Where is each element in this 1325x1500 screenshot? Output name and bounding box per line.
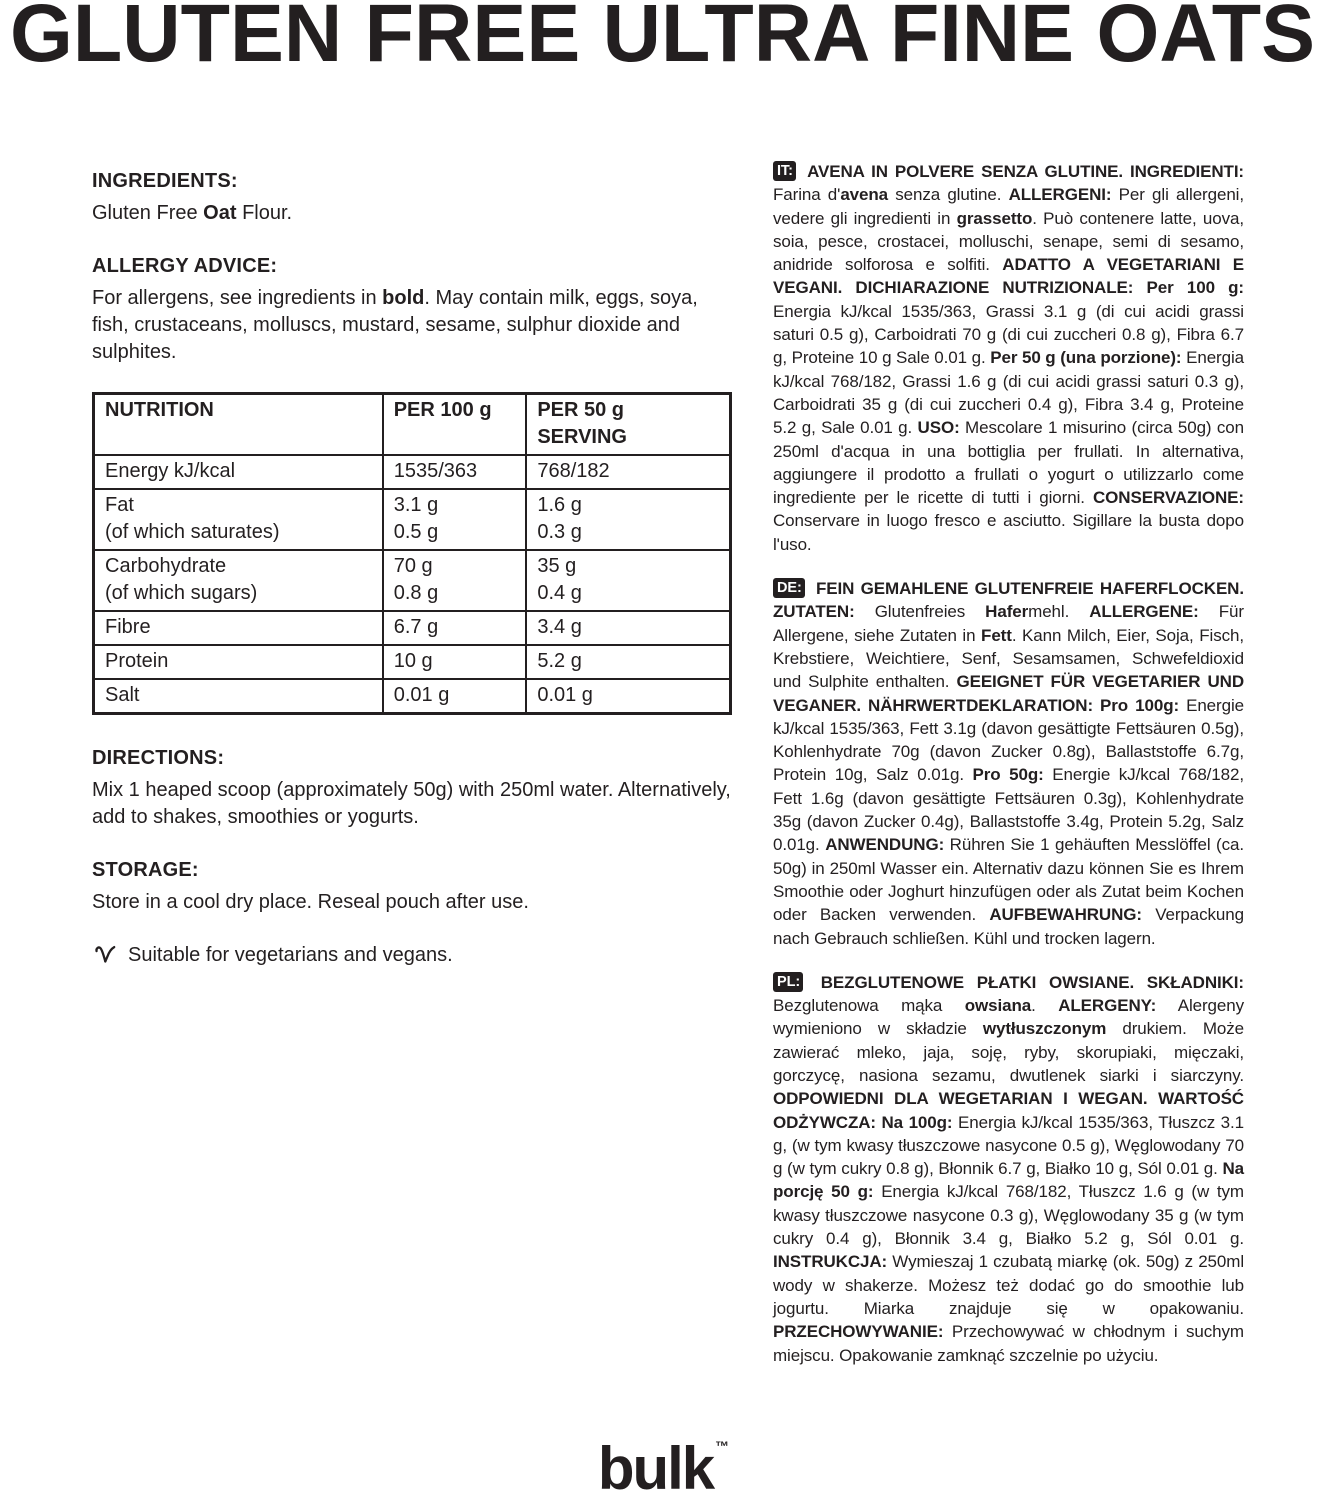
col-header-nutrition: NUTRITION: [94, 394, 383, 456]
italian-text: AVENA IN POLVERE SENZA GLUTINE. INGREDIENTI: Farina d'avena senza glutine. ALLERGENI: Per gli allergeni, vedere gli ingredienti in grassetto. Può contenere latte, uova, soia, pesce, crostacei, molluschi, senape, semi di sesamo, anidride solforosa e solfiti. ADATTO A VEGETARIANI E VEGANI. DICHIARAZIONE NUTRIZIONALE: Per 100 g: Energia kJ/kcal 1535/363, Grassi 3.1 g (di cui acidi grassi saturi 0.5 g), Carboidrati 70 g (di cui zuccheri 0.8 g), Fibra 6.7 g, Proteine 10 g Sale 0.01 g. Per 50 g (una porzione): Energia kJ/kcal 768/182, Grassi 1.6 g (di cui acidi grassi saturi 0.3 g), Carboidrati 35 g (di cui zuccheri 0.4 g), Fibra 3.4 g, Proteine 5.2 g, Sale 0.01 g. USO: Mescolare 1 misurino (circa 50g) con 250ml d'acqua in una bottiglia per frullati. In alternativa, aggiungere il prodotto a frullati o yogurt o utilizzarlo come ingrediente per le ricette di tutti i giorni. CONSERVAZIONE: Conservare in luogo fresco e asciutto. Sigillare la busta dopo l'uso.: [773, 162, 1245, 554]
value-per-100g: 0.01 g: [383, 679, 527, 714]
value-per-50g: 3.4 g: [526, 611, 730, 645]
lang-badge-de: DE:: [773, 578, 805, 598]
value-per-100g: 6.7 g: [383, 611, 527, 645]
nutrition-header-row: [94, 394, 731, 456]
nutrition-row-fibre: [94, 611, 731, 645]
brand-logo: [0, 1434, 1325, 1500]
value-per-50g: 1.6 g 0.3 g: [526, 489, 730, 550]
trademark-symbol: ™: [715, 1438, 730, 1454]
col-header-per-100g: PER 100 g: [383, 394, 527, 456]
vegetarian-v-icon: [92, 943, 118, 969]
nutrition-row-fat: [94, 489, 731, 550]
value-per-100g: 10 g: [383, 645, 527, 679]
lang-badge-pl: PL:: [773, 972, 803, 992]
title-graphic: [10, 0, 1315, 68]
nutrition-row-salt: [94, 679, 731, 714]
nutrient-label: Salt: [94, 679, 383, 714]
storage-heading: STORAGE:: [92, 859, 199, 881]
directions-heading: DIRECTIONS:: [92, 747, 225, 769]
nutrient-label: Protein: [94, 645, 383, 679]
vegetarian-note-text: Suitable for vegetarians and vegans.: [128, 944, 453, 966]
value-per-50g: 5.2 g: [526, 645, 730, 679]
german-section: [773, 577, 1244, 950]
brand-name: bulk: [597, 1435, 714, 1500]
value-per-100g: 70 g 0.8 g: [383, 550, 527, 611]
value-per-100g: 3.1 g 0.5 g: [383, 489, 527, 550]
value-per-50g: 35 g 0.4 g: [526, 550, 730, 611]
lang-badge-it: IT:: [773, 161, 796, 181]
value-per-50g: 0.01 g: [526, 679, 730, 714]
nutrient-label: Energy kJ/kcal: [94, 455, 383, 489]
ingredients-text: Gluten Free Oat Flour.: [92, 202, 293, 224]
directions-text: Mix 1 heaped scoop (approximately 50g) with 250ml water. Alternatively, add to shakes, smoothies or yogurts.: [92, 779, 731, 828]
col-header-per-50g: PER 50 g SERVING: [526, 394, 730, 456]
allergy-advice-heading: ALLERGY ADVICE:: [92, 255, 278, 277]
nutrition-row-protein: [94, 645, 731, 679]
polish-text: BEZGLUTENOWE PŁATKI OWSIANE. SKŁADNIKI: Bezglutenowa mąka owsiana. ALERGENY: Alergeny wymieniono w składzie wytłuszczonym drukiem. Może zawierać mleko, jaja, soję, ryby, skorupiaki, mięczaki, gorczycę, nasiona sezamu, dwutlenek siarki i siarczyny. ODPOWIEDNI DLA WEGETARIAN I WEGAN. WARTOŚĆ ODŻYWCZA: Na 100g: Energia kJ/kcal 1535/363, Tłuszcz 3.1 g, (w tym kwasy tłuszczowe nasycone 0.5 g), Węglowodany 70 g (w tym cukry 0.8 g), Błonnik 6.7 g, Białko 10 g, Sól 0.01 g. Na porcję 50 g: Energia kJ/kcal 768/182, Tłuszcz 1.6 g (w tym kwasy tłuszczowe nasycone 0.3 g), Węglowodany 35 g (w tym cukry 0.4 g), Błonnik 3.4 g, Białko 5.2 g, Sól 0.01 g. INSTRUKCJA: Wymieszaj 1 czubatą miarkę (ok. 50g) z 250ml wody w shakerze. Możesz też dodać go do smoothie lub jogurtu. Miarka znajduje się w opakowaniu. PRZECHOWYWANIE: Przechowywać w chłodnym i suchym miejscu. Opakowanie zamknąć szczelnie po użyciu.: [773, 972, 1245, 1365]
value-per-100g: 1535/363: [383, 455, 527, 489]
italian-section: [773, 160, 1244, 556]
left-column: [92, 168, 732, 969]
page-title: [10, 0, 1315, 68]
german-text: FEIN GEMAHLENE GLUTENFREIE HAFERFLOCKEN. ZUTATEN: Glutenfreies Hafermehl. ALLERGENE: Für Allergene, siehe Zutaten in Fett. Kann Milch, Eier, Soja, Fisch, Krebstiere, Weichtiere, Senf, Sesamsamen, Schwefeldioxid und Sulphite enthalten. GEEIGNET FÜR VEGETARIER UND VEGANER. NÄHRWERTDEKLARATION: Pro 100g: Energie kJ/kcal 1535/363, Fett 3.1g (davon gesättigte Fettsäuren 0.5g), Kohlenhydrate 70g (davon Zucker 0.8g), Ballaststoffe 6.7g, Protein 10g, Salz 0.01g. Pro 50g: Energie kJ/kcal 768/182, Fett 1.6g (davon gesättigte Fettsäuren 0.3g), Kohlenhydrate 35g (davon Zucker 0.4g), Ballaststoffe 3.4g, Protein 5.2g, Salz 0.01g. ANWENDUNG: Rühren Sie 1 gehäuften Messlöffel (ca. 50g) in 250ml Wasser ein. Alternativ dazu können Sie es Ihrem Smoothie oder Joghurt hinzufügen oder als Zutat beim Kochen oder Backen verwenden. AUFBEWAHRUNG: Verpackung nach Gebrauch schließen. Kühl und trocken lagern.: [773, 579, 1244, 948]
right-column: [773, 160, 1244, 1388]
nutrient-label: Carbohydrate (of which sugars): [94, 550, 383, 611]
vegetarian-note: [92, 942, 732, 969]
nutrition-table: [92, 392, 732, 715]
nutrient-label: Fat (of which saturates): [94, 489, 383, 550]
allergy-advice-text: For allergens, see ingredients in bold. May contain milk, eggs, soya, fish, crustaceans, molluscs, mustard, sesame, sulphur dioxide and sulphites.: [92, 287, 698, 363]
storage-text: Store in a cool dry place. Reseal pouch after use.: [92, 891, 529, 913]
nutrition-row-carbohydrate: [94, 550, 731, 611]
nutrient-label: Fibre: [94, 611, 383, 645]
value-per-50g: 768/182: [526, 455, 730, 489]
page-title-text: GLUTEN FREE ULTRA FINE OATS: [10, 0, 1315, 68]
nutrition-row-energy: [94, 455, 731, 489]
polish-section: [773, 971, 1244, 1367]
ingredients-heading: INGREDIENTS:: [92, 170, 238, 192]
